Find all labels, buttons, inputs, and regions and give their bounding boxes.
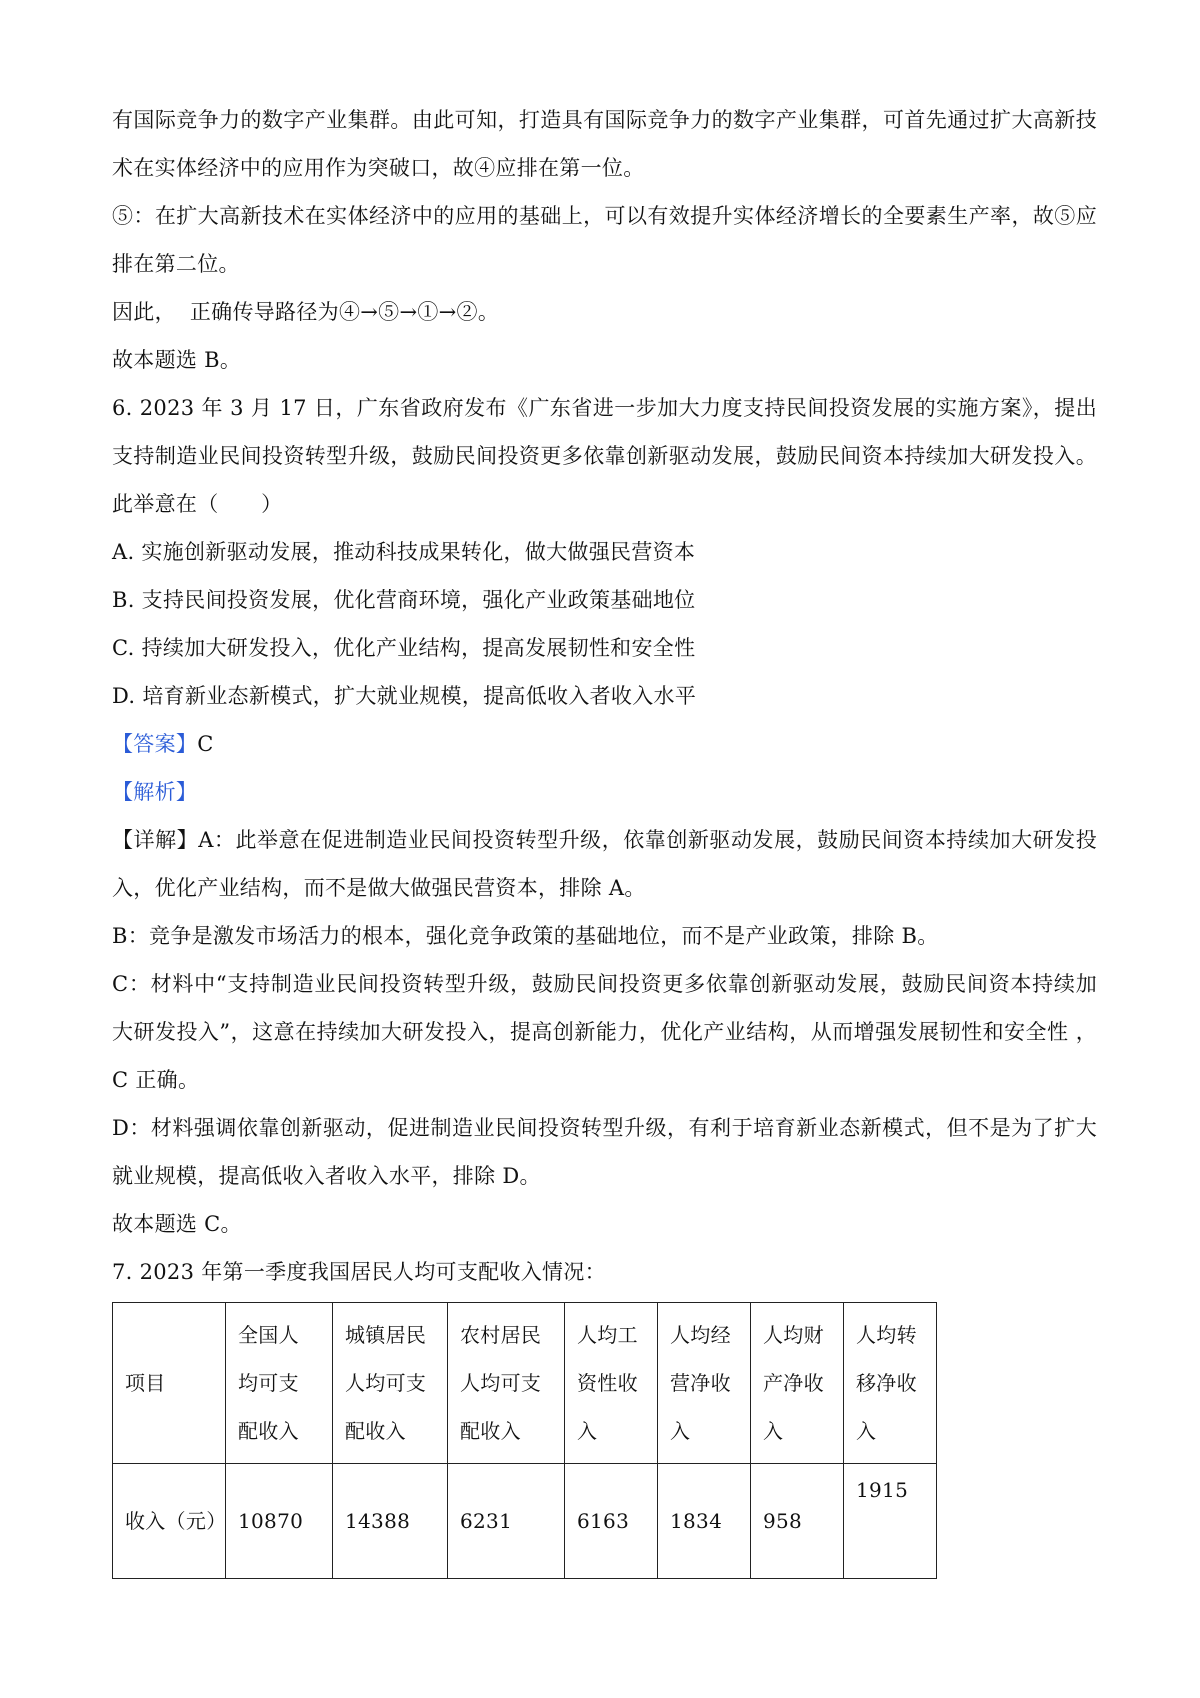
- detail-a: [112, 816, 1097, 912]
- document-page: [112, 96, 1097, 1579]
- table-cell: 6231: [448, 1464, 565, 1579]
- header-line: 配收入: [460, 1419, 521, 1443]
- table-cell: 14388: [333, 1464, 448, 1579]
- answer-value: C: [197, 732, 214, 756]
- table-row-label: 收入（元）: [113, 1464, 226, 1579]
- header-line: 全国人: [238, 1323, 299, 1347]
- option-d: D. 培育新业态新模式，扩大就业规模，提高低收入者收入水平: [112, 684, 697, 708]
- header-line: 城镇居民: [345, 1323, 427, 1347]
- header-line: 入: [670, 1419, 691, 1443]
- detail-b: B：竞争是激发市场活力的根本，强化竞争政策的基础地位，而不是产业政策，排除 B。: [112, 924, 939, 948]
- table-column-header: [844, 1303, 937, 1464]
- header-line: 人均工: [577, 1323, 638, 1347]
- header-line: 配收入: [238, 1419, 299, 1443]
- header-line: 入: [856, 1419, 877, 1443]
- header-line: 移净收: [856, 1371, 917, 1395]
- table-cell: 1834: [658, 1464, 751, 1579]
- answer-tag: 【答案】: [112, 732, 198, 756]
- header-line: 资性收: [577, 1371, 638, 1395]
- option-c: C. 持续加大研发投入，优化产业结构，提高发展韧性和安全性: [112, 636, 696, 660]
- header-line: 入: [577, 1419, 598, 1443]
- intro-conclusion: 故本题选 B。: [112, 348, 242, 372]
- header-line: 人均可支: [460, 1371, 542, 1395]
- option-a: A. 实施创新驱动发展，推动科技成果转化，做大做强民营资本: [112, 540, 696, 564]
- header-line: 人均转: [856, 1323, 917, 1347]
- header-line: 人均经: [670, 1323, 731, 1347]
- header-line: 人均可支: [345, 1371, 427, 1395]
- header-line: 营净收: [670, 1371, 731, 1395]
- table-cell: 1915: [844, 1464, 937, 1579]
- detail-d: D：材料强调依靠创新驱动，促进制造业民间投资转型升级，有利于培育新业态新模式，但不是为了扩大就业规模，提高低收入者收入水平，排除 D。: [112, 1116, 1097, 1188]
- table-column-header: [333, 1303, 448, 1464]
- table-header-row: [113, 1303, 937, 1464]
- header-line: 入: [763, 1419, 784, 1443]
- table-column-header: [226, 1303, 333, 1464]
- table-column-header: [448, 1303, 565, 1464]
- table-column-header: [565, 1303, 658, 1464]
- header-line: 人均财: [763, 1323, 824, 1347]
- question-7-stem: 7. 2023 年第一季度我国居民人均可支配收入情况：: [112, 1260, 606, 1284]
- answer-line: [112, 720, 1097, 768]
- table-cell: 958: [751, 1464, 844, 1579]
- table-column-header: [658, 1303, 751, 1464]
- table-column-header: [751, 1303, 844, 1464]
- intro-paragraph-3: 因此， 正确传导路径为④→⑤→①→②。: [112, 300, 500, 324]
- intro-paragraph-1: 有国际竞争力的数字产业集群。由此可知，打造具有国际竞争力的数字产业集群，可首先通过扩大高新技术在实体经济中的应用作为突破口，故④应排在第一位。: [112, 108, 1097, 180]
- header-line: 均可支: [238, 1371, 299, 1395]
- detail-tag: 【详解】: [112, 828, 199, 852]
- detail-a-text: A：此举意在促进制造业民间投资转型升级，依靠创新驱动发展，鼓励民间资本持续加大研发投入，优化产业结构，而不是做大做强民营资本，排除 A。: [112, 828, 1097, 900]
- table-row: [113, 1464, 937, 1579]
- table-row-header: 项目: [113, 1303, 226, 1464]
- q6-conclusion: 故本题选 C。: [112, 1212, 242, 1236]
- question-6-stem: 6. 2023 年 3 月 17 日，广东省政府发布《广东省进一步加大力度支持民间投资发展的实施方案》，提出支持制造业民间投资转型升级，鼓励民间投资更多依靠创新驱动发展，鼓励民间资本持续加大研发投入。此举意在（ ）: [112, 396, 1097, 516]
- option-b: B. 支持民间投资发展，优化营商环境，强化产业政策基础地位: [112, 588, 696, 612]
- detail-c: C：材料中“支持制造业民间投资转型升级，鼓励民间投资更多依靠创新驱动发展，鼓励民间资本持续加大研发投入”，这意在持续加大研发投入，提高创新能力，优化产业结构，从而增强发展韧性和安全性 ，C 正确。: [112, 972, 1097, 1092]
- table-cell: 6163: [565, 1464, 658, 1579]
- intro-paragraph-2: ⑤：在扩大高新技术在实体经济中的应用的基础上，可以有效提升实体经济增长的全要素生产率，故⑤应排在第二位。: [112, 204, 1097, 276]
- analysis-line: [112, 768, 1097, 816]
- income-table: [112, 1302, 937, 1579]
- header-line: 产净收: [763, 1371, 824, 1395]
- header-line: 配收入: [345, 1419, 406, 1443]
- analysis-tag: 【解析】: [112, 780, 198, 804]
- table-cell: 10870: [226, 1464, 333, 1579]
- header-line: 农村居民: [460, 1323, 542, 1347]
